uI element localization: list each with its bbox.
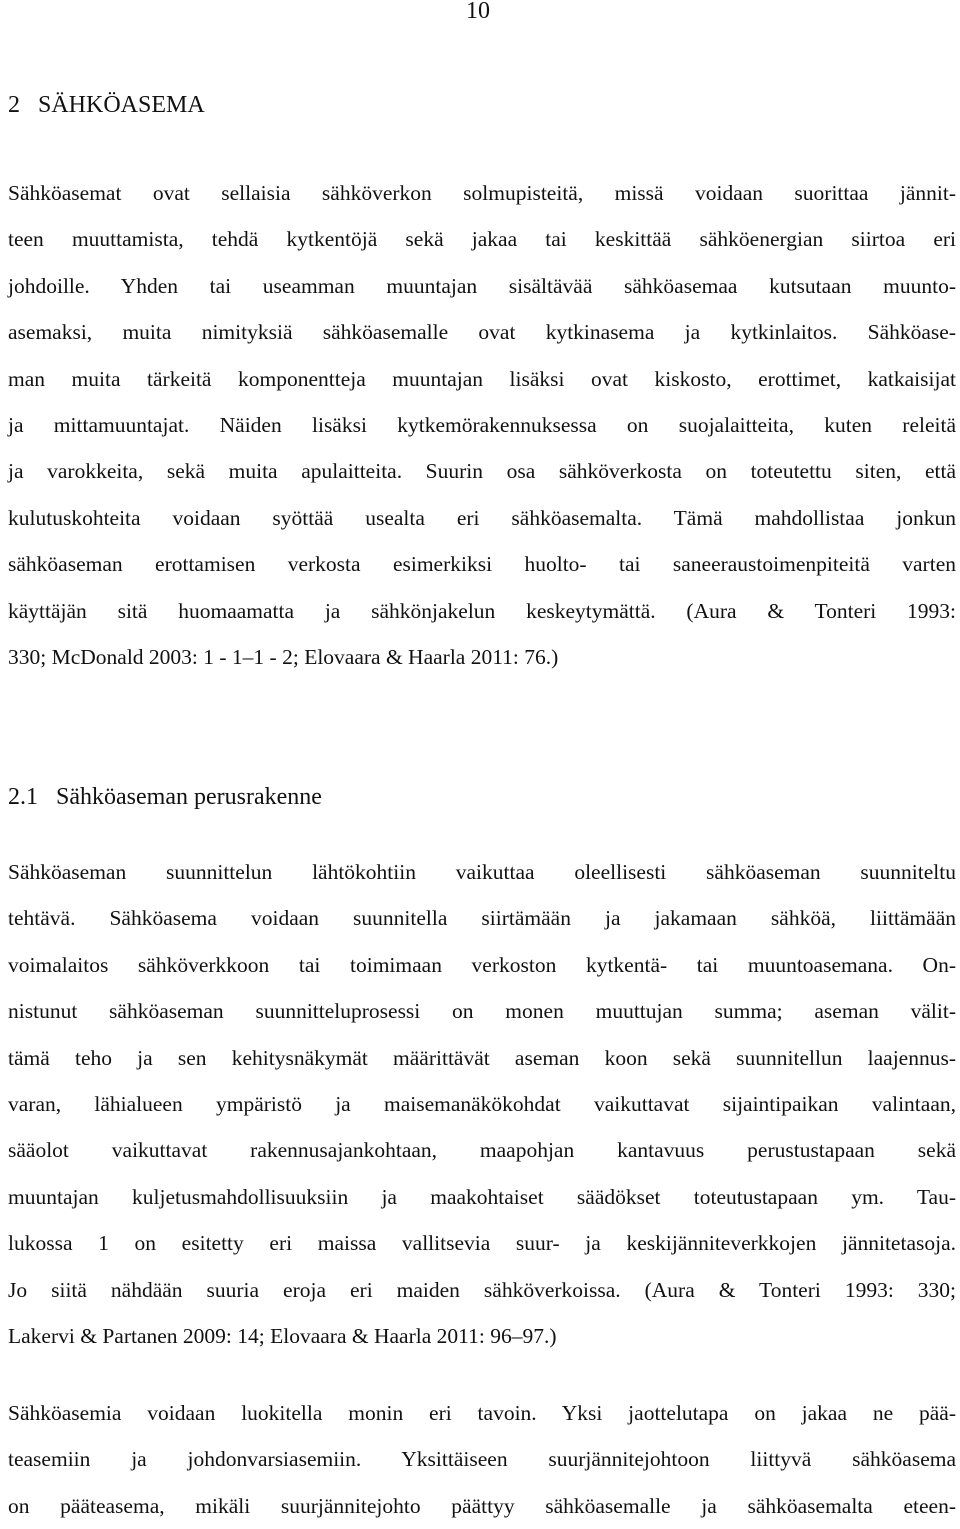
text-line: Sähköaseman suunnittelun lähtökohtiin vaikuttaa oleellisesti sähköaseman suunniteltu <box>8 860 956 884</box>
text-line: Lakervi & Partanen 2009: 14; Elovaara & Haarla 2011: 96–97.) <box>8 1323 557 1348</box>
paragraph-substations-intro <box>8 170 956 680</box>
text-line: sääolot vaikuttavat rakennusajankohtaan, maapohjan kantavuus perustustapaan sekä <box>8 1138 956 1163</box>
section-number: 2.1 <box>8 784 38 810</box>
paragraph-classification <box>8 1390 956 1529</box>
text-line: käyttäjän sitä huomaamatta ja sähkönjakelun keskeytymättä. (Aura & Tonteri 1993: <box>8 598 956 623</box>
text-line: asemaksi, muita nimityksiä sähköasemalle ovat kytkinasema ja kytkinlaitos. Sähköase- <box>8 320 956 345</box>
text-line: man muita tärkeitä komponentteja muuntajan lisäksi ovat kiskosto, erottimet, katkaisijat <box>8 366 956 391</box>
text-line: voimalaitos sähköverkkoon tai toimimaan verkoston kytkentä- tai muuntoasemana. On- <box>8 952 956 977</box>
text-line: ja mittamuuntajat. Näiden lisäksi kytkemörakennuksessa on suojalaitteita, kuten releitä <box>8 412 956 437</box>
text-line: tehtävä. Sähköasema voidaan suunnitella siirtämään ja jakamaan sähköä, liittämään <box>8 906 956 931</box>
page-number: 10 <box>466 0 490 24</box>
text-line: sähköaseman erottamisen verkosta esimerkiksi huolto- tai saneeraustoimenpiteitä varten <box>8 552 956 577</box>
chapter-title: SÄHKÖASEMA <box>38 92 205 118</box>
paragraph-design-basis <box>8 849 956 1359</box>
chapter-heading <box>8 88 205 122</box>
text-line: teen muuttamista, tehdä kytkentöjä sekä jakaa tai keskittää sähköenergian siirtoa eri <box>8 227 956 252</box>
section-title: Sähköaseman perusrakenne <box>56 784 322 810</box>
text-line: Sähköasemia voidaan luokitella monin eri tavoin. Yksi jaottelutapa on jakaa ne pää- <box>8 1401 956 1425</box>
text-line: varan, lähialueen ympäristö ja maisemanäkökohdat vaikuttavat sijaintipaikan valintaan, <box>8 1091 956 1116</box>
text-line: muuntajan kuljetusmahdollisuuksiin ja maakohtaiset säädökset toteutustapaan ym. Tau- <box>8 1184 956 1209</box>
text-line: johdoille. Yhden tai useamman muuntajan sisältävää sähköasemaa kutsutaan muunto- <box>8 273 956 298</box>
text-line: ja varokkeita, sekä muita apulaitteita. Suurin osa sähköverkosta on toteutettu siten, että <box>8 459 956 484</box>
text-line: lukossa 1 on esitetty eri maissa vallitsevia suur- ja keskijänniteverkkojen jännitetasoja. <box>8 1231 956 1256</box>
text-line: Sähköasemat ovat sellaisia sähköverkon solmupisteitä, missä voidaan suorittaa jännit- <box>8 181 956 205</box>
text-line: nistunut sähköaseman suunnitteluprosessi on monen muuttujan summa; aseman välit- <box>8 999 956 1024</box>
section-heading <box>8 780 322 814</box>
text-line: kulutuskohteita voidaan syöttää usealta eri sähköasemalta. Tämä mahdollistaa jonkun <box>8 505 956 530</box>
chapter-number: 2 <box>8 92 20 118</box>
text-line: teasemiin ja johdonvarsiasemiin. Yksittäiseen suurjännitejohtoon liittyvä sähköasema <box>8 1447 956 1472</box>
text-line: Jo siitä nähdään suuria eroja eri maiden sähköverkoissa. (Aura & Tonteri 1993: 330; <box>8 1277 956 1302</box>
text-line: on pääteasema, mikäli suurjännitejohto päättyy sähköasemalle ja sähköasemalta eteen- <box>8 1493 956 1518</box>
text-line: tämä teho ja sen kehitysnäkymät määrittävät aseman koon sekä suunnitellun laajennus- <box>8 1045 956 1070</box>
text-line: 330; McDonald 2003: 1 - 1–1 - 2; Elovaara & Haarla 2011: 76.) <box>8 644 559 669</box>
